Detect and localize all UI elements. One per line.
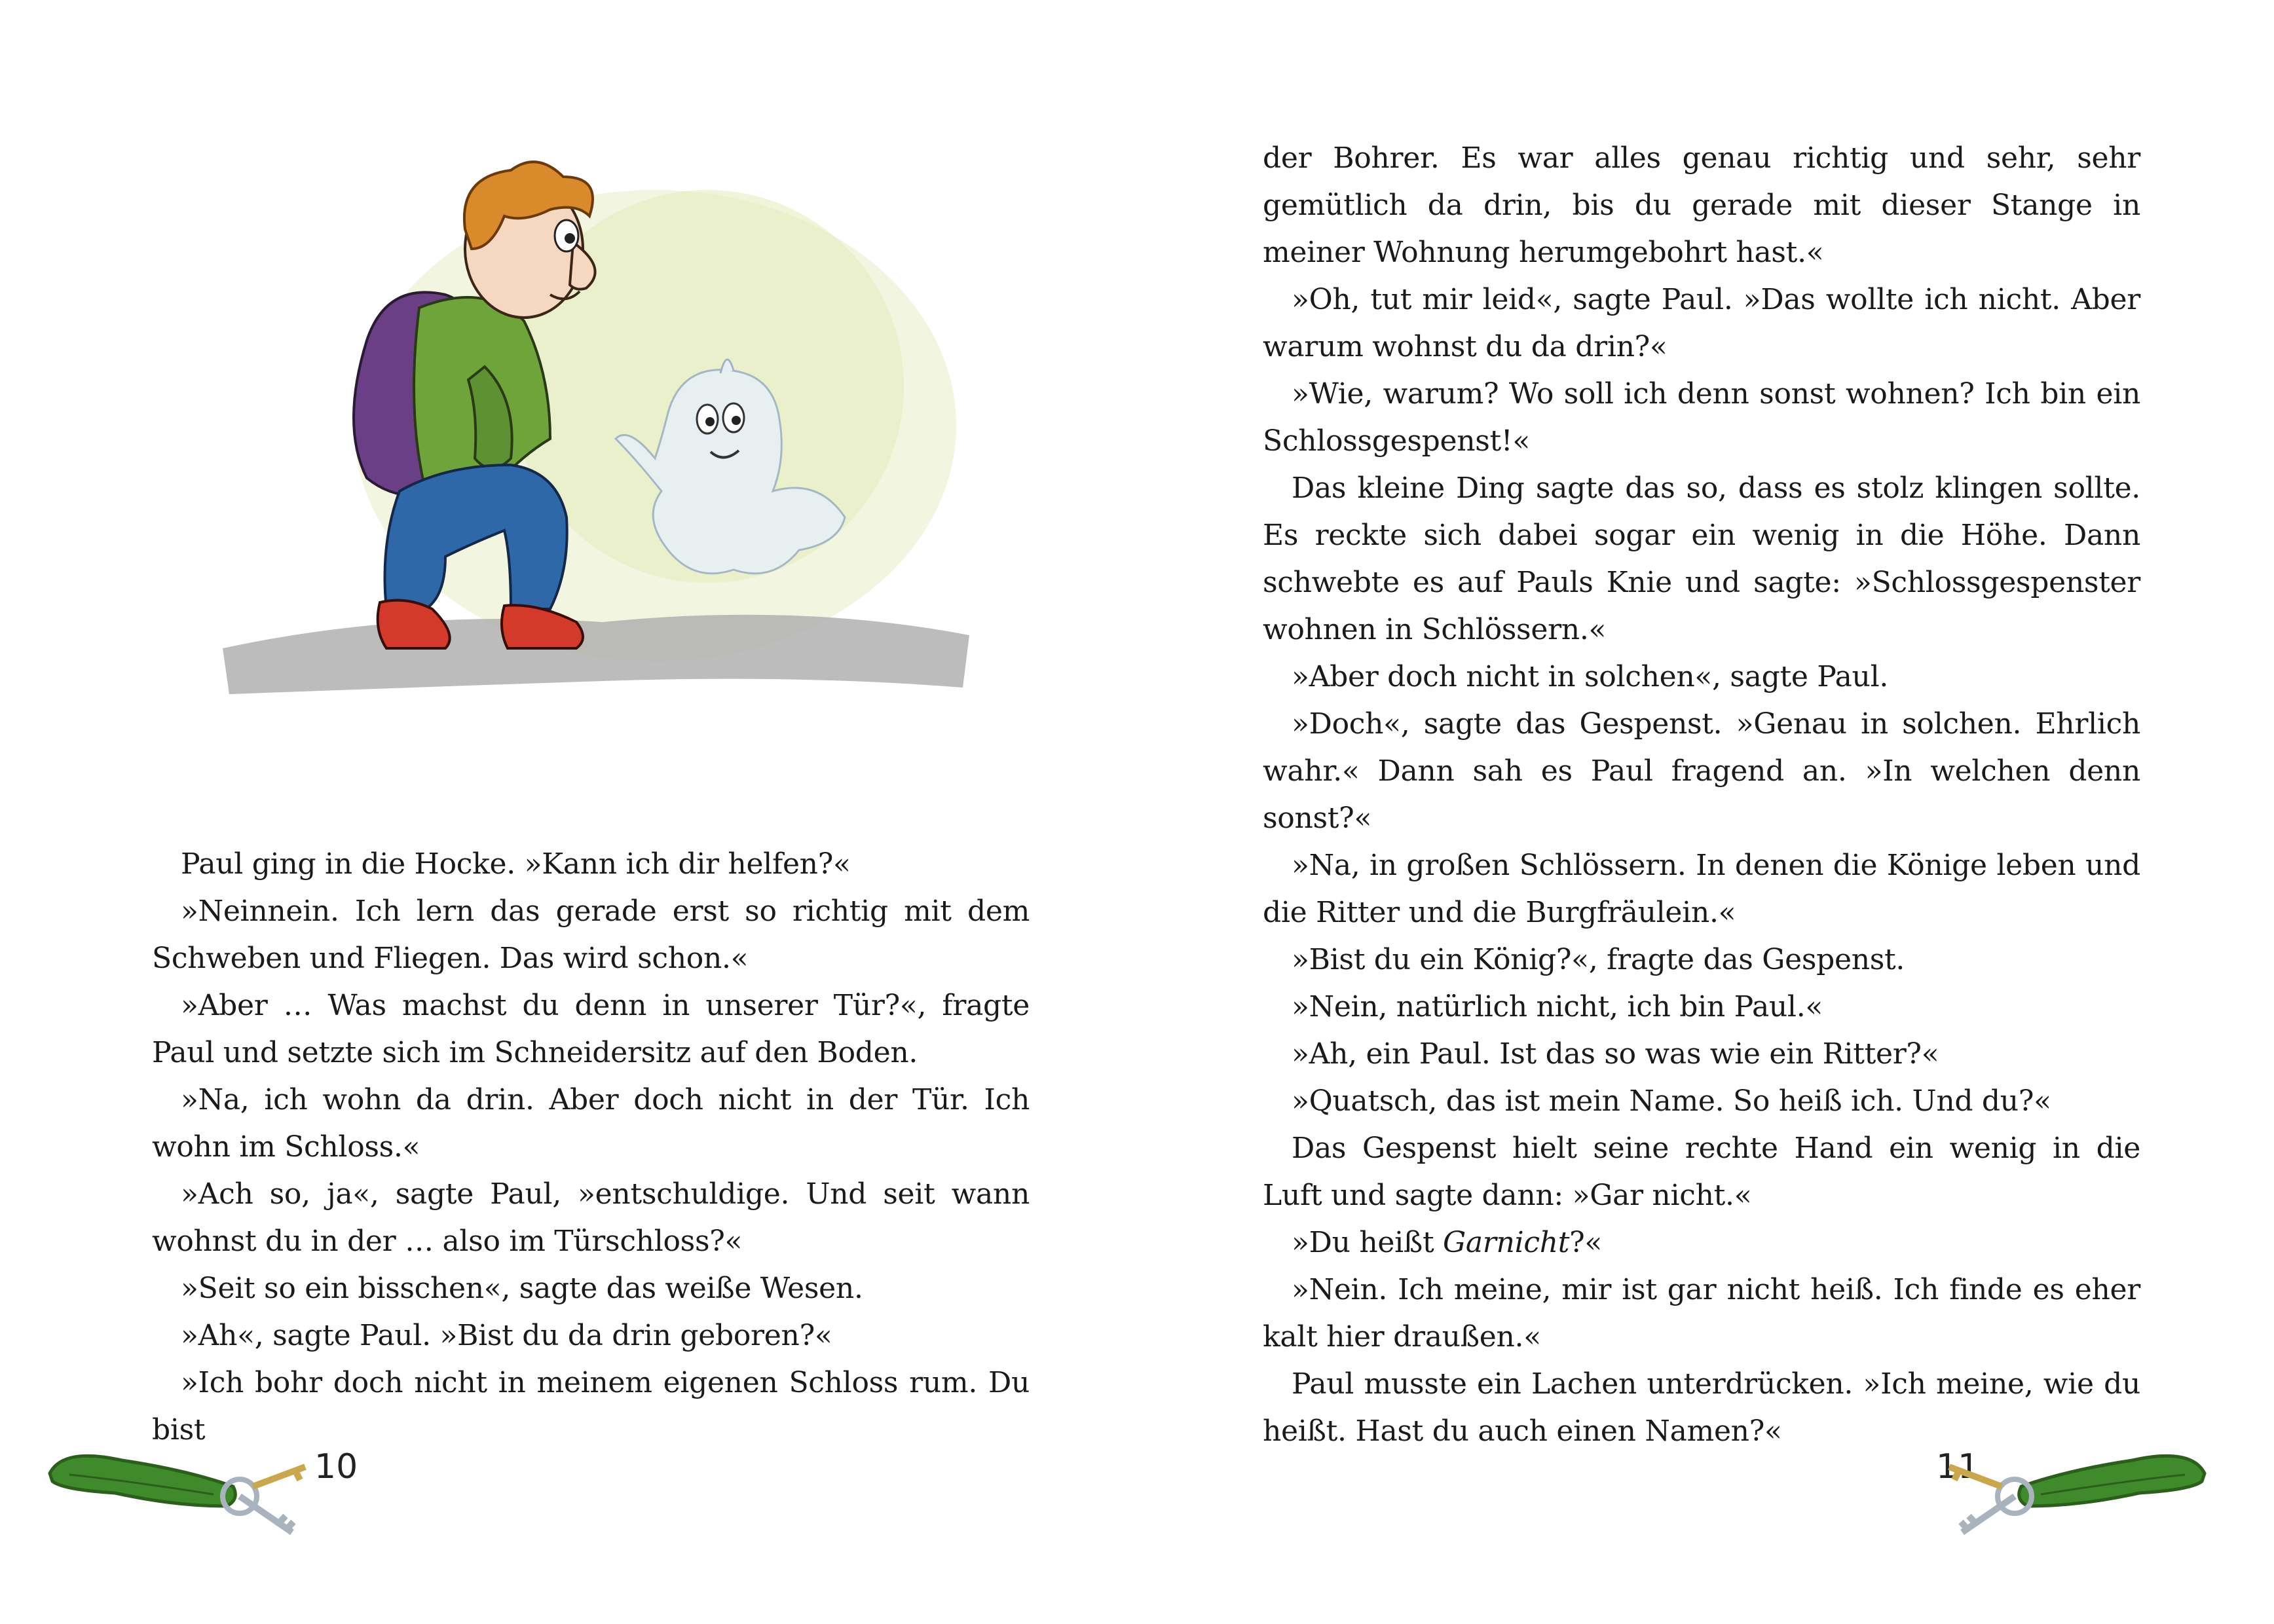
- paragraph: Das Gespenst hielt seine rechte Hand ein wenig in die Luft und sagte dann: »Gar nicht.«: [1263, 1132, 2140, 1212]
- key-ring-icon: [43, 1434, 318, 1559]
- paragraph: der Bohrer. Es war alles genau richtig und sehr, sehr gemütlich da drin, bis du gerade mit dieser Stange in meiner Wohnung herumgebohrt hast.«: [1263, 141, 2140, 269]
- paragraph-part: ?«: [1569, 1226, 1603, 1259]
- paragraph: »Aber … Was machst du denn in unserer Tür?«, fragte Paul und setzte sich im Schneidersitz auf den Boden.: [152, 989, 1030, 1069]
- paragraph: »Quatsch, das ist mein Name. So heiß ich. Und du?«: [1292, 1084, 2051, 1118]
- page-number: 10: [314, 1447, 358, 1486]
- paragraph: Paul musste ein Lachen unterdrücken. »Ich meine, wie du heißt. Hast du auch einen Namen?«: [1263, 1367, 2140, 1448]
- key-ring-icon: [1936, 1434, 2211, 1559]
- paragraph: Das kleine Ding sagte das so, dass es stolz klingen sollte. Es reckte sich dabei sogar ein wenig in die Höhe. Dann schwebte es auf Pauls Knie und sagte: »Schlossgespenster wohnen in Schlössern.«: [1263, 471, 2140, 646]
- right-page-text: [1263, 135, 2140, 1455]
- paragraph: »Na, ich wohn da drin. Aber doch nicht in der Tür. Ich wohn im Schloss.«: [152, 1083, 1030, 1164]
- paragraph: »Oh, tut mir leid«, sagte Paul. »Das wollte ich nicht. Aber warum wohnst du da drin?«: [1263, 283, 2140, 363]
- paragraph-part: »Du heißt: [1292, 1226, 1444, 1259]
- paragraph: »Doch«, sagte das Gespenst. »Genau in solchen. Ehrlich wahr.« Dann sah es Paul fragend an. »In welchen denn sonst?«: [1263, 707, 2140, 835]
- paragraph: »Aber doch nicht in solchen«, sagte Paul.: [1292, 660, 1889, 693]
- left-page-text: [152, 841, 1030, 1454]
- paragraph: »Seit so ein bisschen«, sagte das weiße Wesen.: [181, 1272, 863, 1305]
- boy-and-ghost-illustration: [210, 151, 982, 714]
- paragraph-with-italic: [1263, 1219, 2140, 1266]
- paragraph: »Ach so, ja«, sagte Paul, »entschuldige. Und seit wann wohnst du in der … also im Türschloss?«: [152, 1177, 1030, 1258]
- paragraph: »Wie, warum? Wo soll ich denn sonst wohnen? Ich bin ein Schlossgespenst!«: [1263, 377, 2140, 458]
- paragraph: »Neinnein. Ich lern das gerade erst so richtig mit dem Schweben und Fliegen. Das wird schon.«: [152, 895, 1030, 975]
- paragraph: »Ich bohr doch nicht in meinem eigenen Schloss rum. Du bist: [152, 1366, 1030, 1447]
- paragraph: »Na, in großen Schlössern. In denen die Könige leben und die Ritter und die Burgfräulein.«: [1263, 849, 2140, 929]
- ground: [223, 615, 969, 694]
- right-page: [1137, 0, 2274, 1624]
- paragraph: »Ah, ein Paul. Ist das so was wie ein Ritter?«: [1292, 1037, 1939, 1071]
- boy-shoe-left: [378, 600, 450, 648]
- paragraph: »Ah«, sagte Paul. »Bist du da drin geboren?«: [181, 1319, 832, 1352]
- page-number: 11: [1936, 1447, 1980, 1486]
- paragraph: »Bist du ein König?«, fragte das Gespenst.: [1292, 943, 1905, 976]
- paragraph: »Nein. Ich meine, mir ist gar nicht heiß. Ich finde es eher kalt hier draußen.«: [1263, 1273, 2140, 1354]
- paragraph: Paul ging in die Hocke. »Kann ich dir helfen?«: [181, 847, 851, 881]
- paragraph: »Nein, natürlich nicht, ich bin Paul.«: [1292, 990, 1823, 1024]
- italic-name: Garnicht: [1443, 1226, 1570, 1259]
